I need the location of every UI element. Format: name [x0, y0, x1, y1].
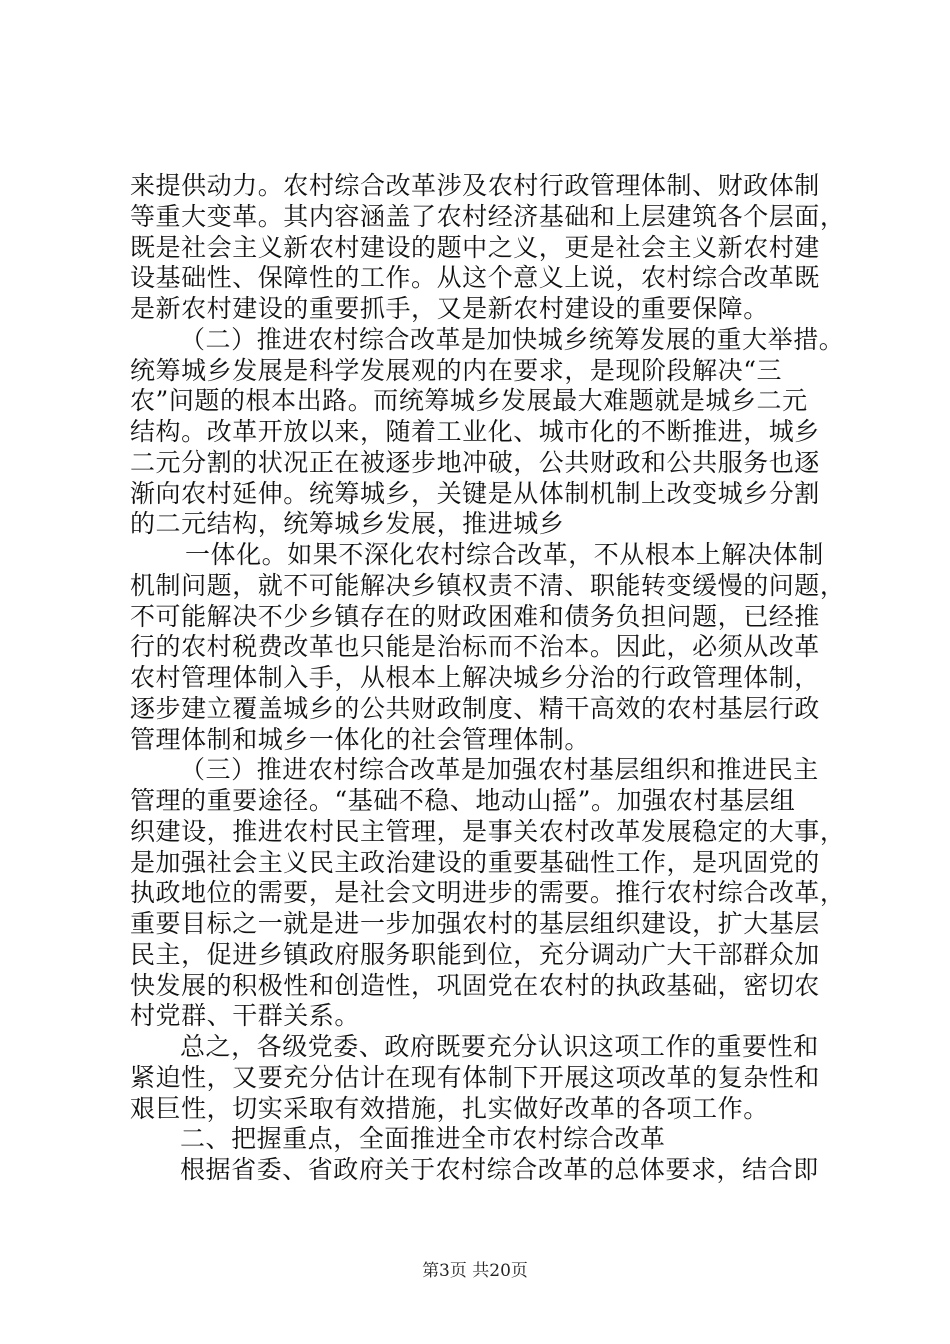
text-line: 是加强社会主义民主政治建设的重要基础性工作，是巩固党的	[130, 847, 820, 877]
paragraph-start-line: 一体化。如果不深化农村综合改革，不从根本上解决体制	[185, 540, 824, 569]
text-line: 艰巨性，切实采取有效措施，扎实做好改革的各项工作。	[130, 1093, 769, 1123]
text-line: 的二元结构，统筹城乡发展，推进城乡	[130, 509, 565, 539]
page-number-footer: 第3页 共20页	[422, 1261, 528, 1281]
text-line: 重要目标之一就是进一步加强农村的基层组织建设，扩大基层	[130, 909, 820, 938]
text-line: 村党群、干群关系。	[130, 1001, 360, 1031]
text-line: 统筹城乡发展是科学发展观的内在要求，是现阶段解决“三	[130, 355, 783, 385]
text-line: 民主，促进乡镇政府服务职能到位，充分调动广大干部群众加	[130, 939, 820, 969]
text-line: 农”问题的根本出路。而统筹城乡发展最大难题就是城乡二元	[130, 386, 808, 416]
text-line: 设基础性、保障性的工作。从这个意义上说，农村综合改革既	[130, 263, 820, 293]
paragraph-start-line: 根据省委、省政府关于农村综合改革的总体要求，结合即	[180, 1155, 819, 1184]
text-line: 二元分割的状况正在被逐步地冲破，公共财政和公共服务也逐	[130, 447, 820, 477]
text-line: 快发展的积极性和创造性，巩固党在农村的执政基础，密切农	[130, 970, 820, 1000]
text-line: 不可能解决不少乡镇存在的财政困难和债务负担问题，已经推	[130, 601, 820, 631]
text-line: 既是社会主义新农村建设的题中之义，更是社会主义新农村建	[130, 232, 820, 262]
text-line: 管理体制和城乡一体化的社会管理体制。	[130, 724, 590, 754]
text-line: 机制问题，就不可能解决乡镇权责不清、职能转变缓慢的问题，	[130, 570, 846, 600]
text-line: 逐步建立覆盖城乡的公共财政制度、精干高效的农村基层行政	[130, 693, 820, 723]
text-line: 管理的重要途径。“基础不稳、地动山摇”。加强农村基层组	[130, 786, 796, 815]
text-line: 渐向农村延伸。统筹城乡，关键是从体制机制上改变城乡分割	[130, 478, 820, 508]
text-line: 是新农村建设的重要抓手，又是新农村建设的重要保障。	[130, 294, 769, 323]
text-line: 农村管理体制入手，从根本上解决城乡分治的行政管理体制，	[130, 663, 820, 692]
text-line: 紧迫性，又要充分估计在现有体制下开展这项改革的复杂性和	[130, 1062, 820, 1092]
section-heading-line: 二、把握重点，全面推进全市农村综合改革	[180, 1124, 666, 1154]
text-line: 织建设，推进农村民主管理，是事关农村改革发展稳定的大事，	[130, 816, 846, 846]
text-line: 等重大变革。其内容涵盖了农村经济基础和上层建筑各个层面，	[130, 201, 846, 231]
section-heading-line: （三）推进农村综合改革是加强农村基层组织和推进民主	[180, 755, 819, 785]
text-line: 执政地位的需要，是社会文明进步的需要。推行农村综合改革，	[130, 878, 846, 908]
body-text	[130, 171, 860, 1186]
text-line: 行的农村税费改革也只能是治标而不治本。因此，必须从改革	[130, 632, 820, 662]
text-line: 来提供动力。农村综合改革涉及农村行政管理体制、财政体制	[130, 171, 820, 200]
text-line: 结构。改革开放以来，随着工业化、城市化的不断推进，城乡	[130, 417, 820, 446]
paragraph-start-line: 总之，各级党委、政府既要充分认识这项工作的重要性和	[180, 1032, 819, 1061]
section-heading-line: （二）推进农村综合改革是加快城乡统筹发展的重大举措。	[180, 324, 845, 354]
